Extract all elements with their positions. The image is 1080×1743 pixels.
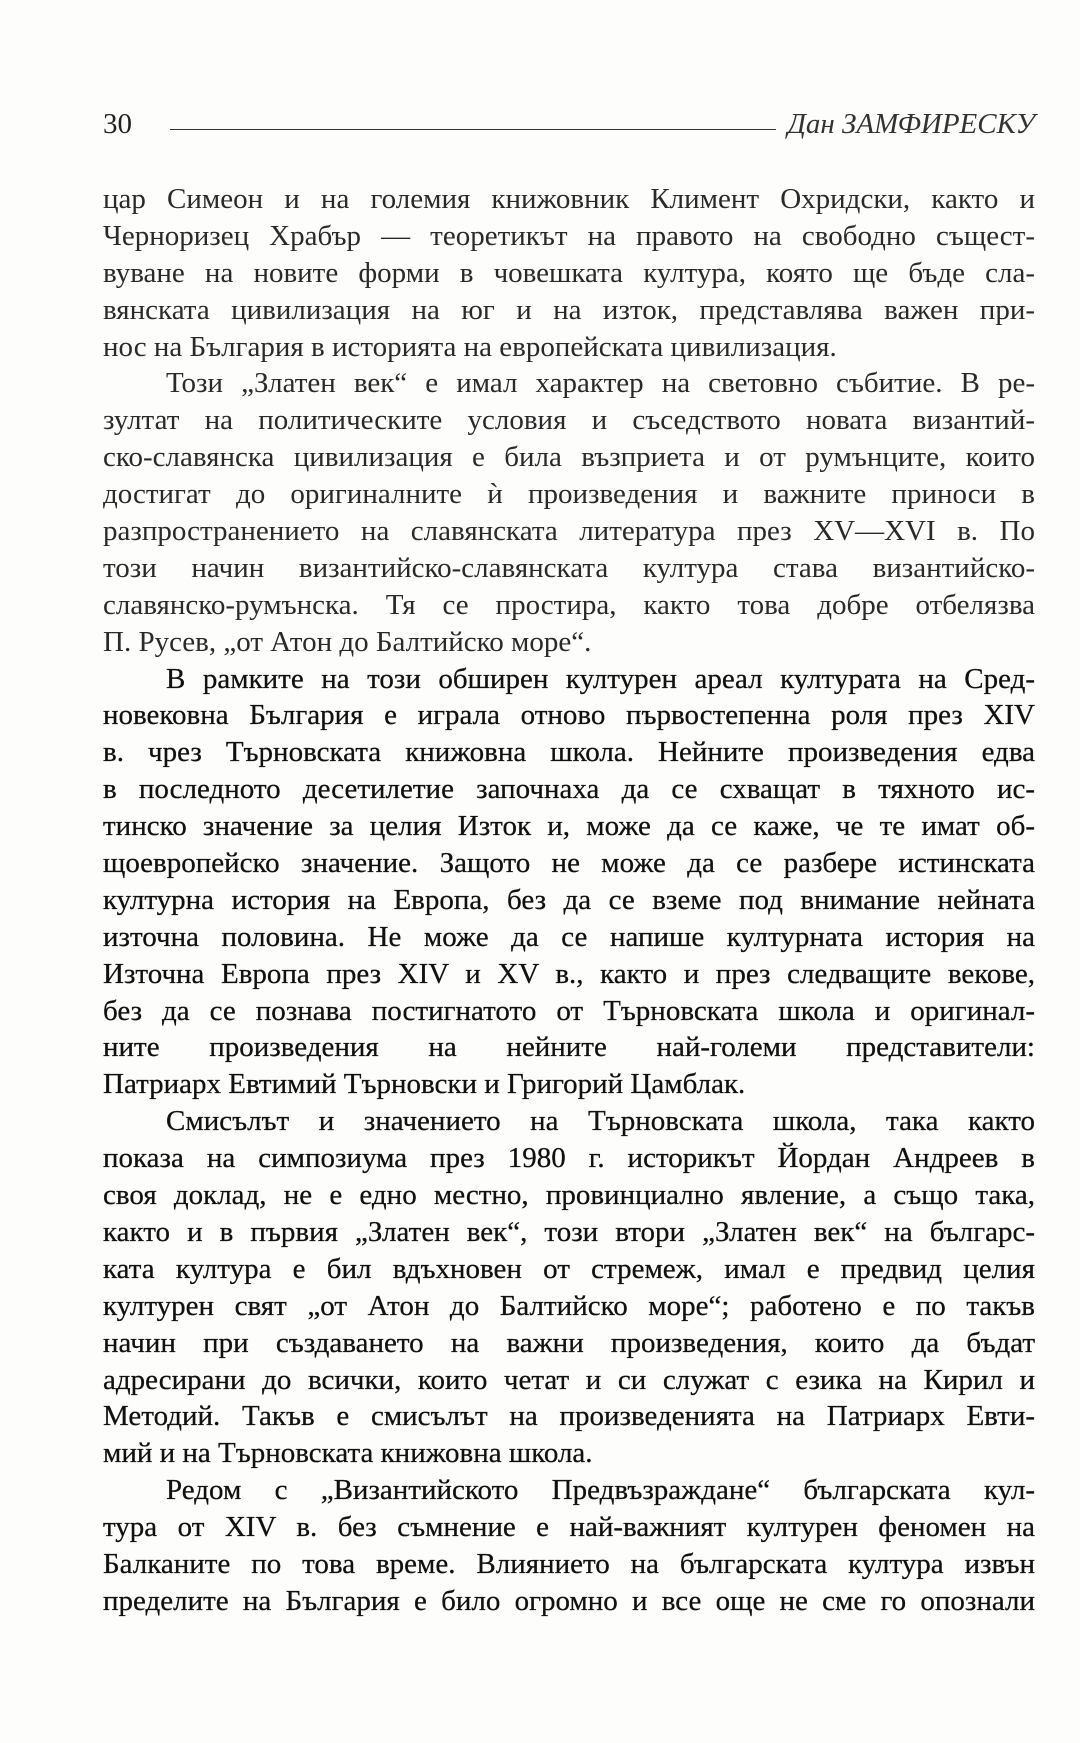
text-line: Патриарх Евтимий Търновски и Григорий Цамблак. xyxy=(103,1068,746,1101)
running-title: Дан ЗАМФИРЕСКУ xyxy=(787,108,1035,140)
text-line: мий и на Търновската книжовна школа. xyxy=(103,1437,593,1470)
text-line: ните произведения на нейните най-големи представители: xyxy=(103,1031,1035,1064)
text-line: зултат на политическите условия и съседството новата византий- xyxy=(103,404,1035,437)
text-line: както и в първия „Златен век“, този втори „Златен век“ на българс- xyxy=(103,1215,1035,1248)
paragraph xyxy=(103,1472,1035,1620)
text-line: Черноризец Храбър — теоретикът на правото на свободно същест- xyxy=(103,219,1035,252)
text-line: без да се познава постигнатото от Търновската школа и оригинал- xyxy=(103,994,1035,1027)
text-line: цар Симеон и на големия книжовник Климент Охридски, както и xyxy=(103,183,1035,215)
text-line: източна половина. Не може да се напише културната история на xyxy=(103,920,1035,953)
text-line: Източна Европа през XIV и XV в., както и през следващите векове, xyxy=(103,957,1035,990)
text-line: нос на България в историята на европейската цивилизация. xyxy=(103,330,837,363)
text-line: достигат до оригиналните ѝ произведения и важните приноси в xyxy=(103,478,1035,511)
text-line: културна история на Европа, без да се вземе под внимание нейната xyxy=(103,883,1035,916)
text-line: този начин византийско-славянската култура става византийско- xyxy=(103,551,1035,584)
body-text xyxy=(103,181,1035,1620)
text-line: славянско-румънска. Тя се простира, както това добре отбелязва xyxy=(103,588,1035,621)
text-line: Редом с „Византийското Предвъзраждане“ българската кул- xyxy=(166,1474,1035,1507)
text-line: в. чрез Търновската книжовна школа. Нейните произведения едва xyxy=(103,736,1035,769)
running-header xyxy=(103,106,1035,142)
text-line: Смисълът и значението на Търновската школа, така както xyxy=(166,1105,1035,1138)
text-line: своя доклад, не е едно местно, провинциално явление, а също така, xyxy=(103,1179,1035,1212)
text-line: културен свят „от Атон до Балтийско море“; работено е по такъв xyxy=(103,1289,1035,1322)
text-line: адресирани до всички, които четат и си служат с езика на Кирил и xyxy=(103,1363,1035,1396)
text-line: Методий. Такъв е смисълът на произведенията на Патриарх Евти- xyxy=(103,1400,1035,1433)
paragraph xyxy=(103,1103,1035,1472)
text-line: В рамките на този обширен културен ареал културата на Сред- xyxy=(166,662,1035,695)
page-number: 30 xyxy=(103,108,132,140)
text-line: щоевропейско значение. Защото не може да се разбере истинската xyxy=(103,847,1035,880)
text-line: ско-славянска цивилизация е била възприета и от румънците, които xyxy=(103,441,1035,474)
text-line: ката култура е бил вдъхновен от стремеж, имал е предвид целия xyxy=(103,1252,1035,1285)
paragraph xyxy=(103,661,1035,1104)
paragraph xyxy=(103,181,1035,365)
text-line: тинско значение за целия Изток и, може да се каже, че те имат об- xyxy=(103,810,1035,843)
text-line: вуване на новите форми в човешката култура, която ще бъде сла- xyxy=(103,256,1035,289)
text-line: начин при създаването на важни произведения, които да бъдат xyxy=(103,1326,1035,1359)
paragraph xyxy=(103,365,1035,660)
text-line: показа на симпозиума през 1980 г. историкът Йордан Андреев в xyxy=(103,1142,1035,1175)
text-line: П. Русев, „от Атон до Балтийско море“. xyxy=(103,625,592,658)
text-line: в последното десетилетие започнаха да се схващат в тяхното ис- xyxy=(103,773,1035,806)
text-line: новековна България е играла отново първостепенна роля през XIV xyxy=(103,699,1035,732)
text-line: вянската цивилизация на юг и на изток, представлява важен при- xyxy=(103,293,1035,326)
text-line: тура от XIV в. без съмнение е най-важният културен феномен на xyxy=(103,1511,1035,1544)
text-line: пределите на България е било огромно и все още не сме го опознали xyxy=(103,1584,1035,1617)
header-rule xyxy=(170,129,776,130)
text-line: Балканите по това време. Влиянието на българската култура извън xyxy=(103,1547,1035,1580)
text-line: разпространението на славянската литература през XV—XVI в. По xyxy=(103,515,1035,548)
text-line: Този „Златен век“ е имал характер на световно събитие. В ре- xyxy=(166,367,1035,400)
